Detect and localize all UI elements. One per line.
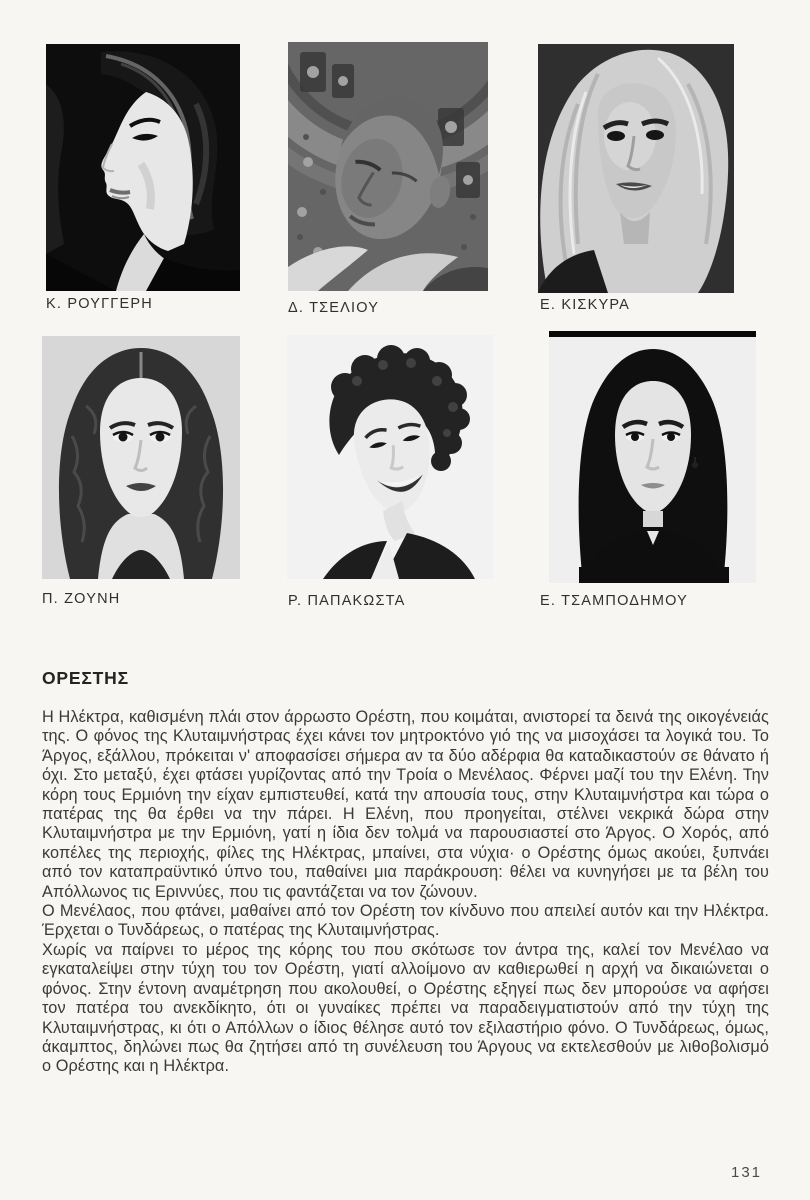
photo-caption: Δ. ΤΣΕΛΙΟΥ xyxy=(288,300,380,316)
photo-caption: Ε. ΚΙΣΚΥΡΑ xyxy=(540,297,631,313)
portrait-figure-tsampodimou xyxy=(549,331,756,583)
synopsis-paragraph-1: Η Ηλέκτρα, καθισμένη πλάι στον άρρωστο Ορέστη, που κοιμάται, ανιστορεί τα δεινά της οικογένειάς της. Ο φόνος της Κλυταιμνήστρας έχει κάνει τον μητροκτόνο γιό της να μισοχάσει τα λογικά του. Το Άργος, εξάλλου, πρόκειται ν' αποφασίσει σήμερα αν τα δύο αδέρφια θα καταδικαστούν σε θάνατο ή όχι. Στο μεταξύ, έχει φτάσει γυρίζοντας από την Τροία ο Μενέλαος. Φέρνει μαζί του την Ελένη. Την κόρη τους Ερμιόνη την είχαν εμπιστευθεί, κατά την απουσία τους, στην Κλυταιμνήστρα και τώρα ο πατέρας της θα έρθει να την πάρει. Η Ελένη, που προηγείται, στέλνει νεκρικά δώρα στην Κλυταιμνήστρα με την Ερμιόνη, γατί η ίδια δεν τολμά να παρουσιαστεί στο Άργος. Ο Χορός, από κοπέλες της περιοχής, φίλες της Ηλέκτρας, μπαίνει, στα νύχια· ο Ορέστης όμως ακούει, ξυπνάει από τον καταπραϋντικό ύπνο του, παθαίνει μια παράκρουση: θέλει να κυνηγήσει με τα βέλη του Απόλλωνος τις Εριννύες, που τις φαντάζεται να τον ζώνουν. xyxy=(42,708,769,901)
portrait-photo-zouni xyxy=(42,336,240,579)
woman-profile-photo-illustration xyxy=(46,44,240,291)
synopsis-paragraph-3: Χωρίς να παίρνει το μέρος της κόρης του που σκότωσε τον άντρα της, καλεί τον Μενέλαο να εγκαταλείψει στην τύχη του τον Ορέστη, γιατί αλλοίμονο αν καθιερωθεί η αρχή να δικαιώνεται ο φόνος. Στην έντονη αναμέτρηση που ακολουθεί, ο Ορέστης εξηγεί πως δεν μπορούσε να αφήσει τον πατέρα του ανεκδίκητο, ότι οι γυναίκες πρέπει να παραδειγματιστούν από την τύχη της Κλυταιμνήστρας, κι ότι ο Απόλλων ο ίδιος θέλησε αυτό τον εξιλαστήριο φόνο. Ο Τυνδάρεως, όμως, άκαμπτος, δηλώνει πως θα ζητήσει από τη συνέλευση του Άργους να εκτελεσθούν με λιθοβολισμό ο Ορέστης και η Ηλέκτρα. xyxy=(42,940,769,1076)
portrait-photo-tseliou xyxy=(288,42,488,291)
photo-caption: Ρ. ΠΑΠΑΚΩΣΤΑ xyxy=(288,593,406,609)
woman-curly-hair-photo-illustration xyxy=(42,336,240,579)
woman-tapestry-photo-illustration xyxy=(288,42,488,291)
photo-caption: Ε. ΤΣΑΜΠΟΔΗΜΟΥ xyxy=(540,593,689,609)
portrait-figure-zouni xyxy=(42,336,240,579)
portrait-figure-papakosta xyxy=(287,335,493,579)
portrait-figure-rouggeri xyxy=(46,44,240,291)
section-heading: ΟΡΕΣΤΗΣ xyxy=(42,668,129,688)
portrait-figure-kiskyra xyxy=(538,44,734,293)
synopsis-text xyxy=(42,708,769,1077)
photo-caption: Π. ΖΟΥΝΗ xyxy=(42,591,121,607)
woman-short-hair-smiling-photo-illustration xyxy=(287,335,493,579)
portrait-figure-tseliou xyxy=(288,42,488,291)
photo-caption: Κ. ΡΟΥΓΓΕΡΗ xyxy=(46,296,153,312)
portrait-photo-tsampodimou xyxy=(549,331,756,583)
portrait-photo-rouggeri xyxy=(46,44,240,291)
portrait-photo-papakosta xyxy=(287,335,493,579)
page-number: 131 xyxy=(731,1164,763,1181)
portrait-photo-kiskyra xyxy=(538,44,734,293)
synopsis-paragraph-2: Ο Μενέλαος, που φτάνει, μαθαίνει από τον Ορέστη τον κίνδυνο που απειλεί αυτόν και την Ηλέκτρα. Έρχεται ο Τυνδάρεως, ο πατέρας της Κλυταιμνήστρας. xyxy=(42,902,769,940)
woman-long-dark-hair-photo-illustration xyxy=(549,331,756,583)
woman-blonde-photo-illustration xyxy=(538,44,734,293)
